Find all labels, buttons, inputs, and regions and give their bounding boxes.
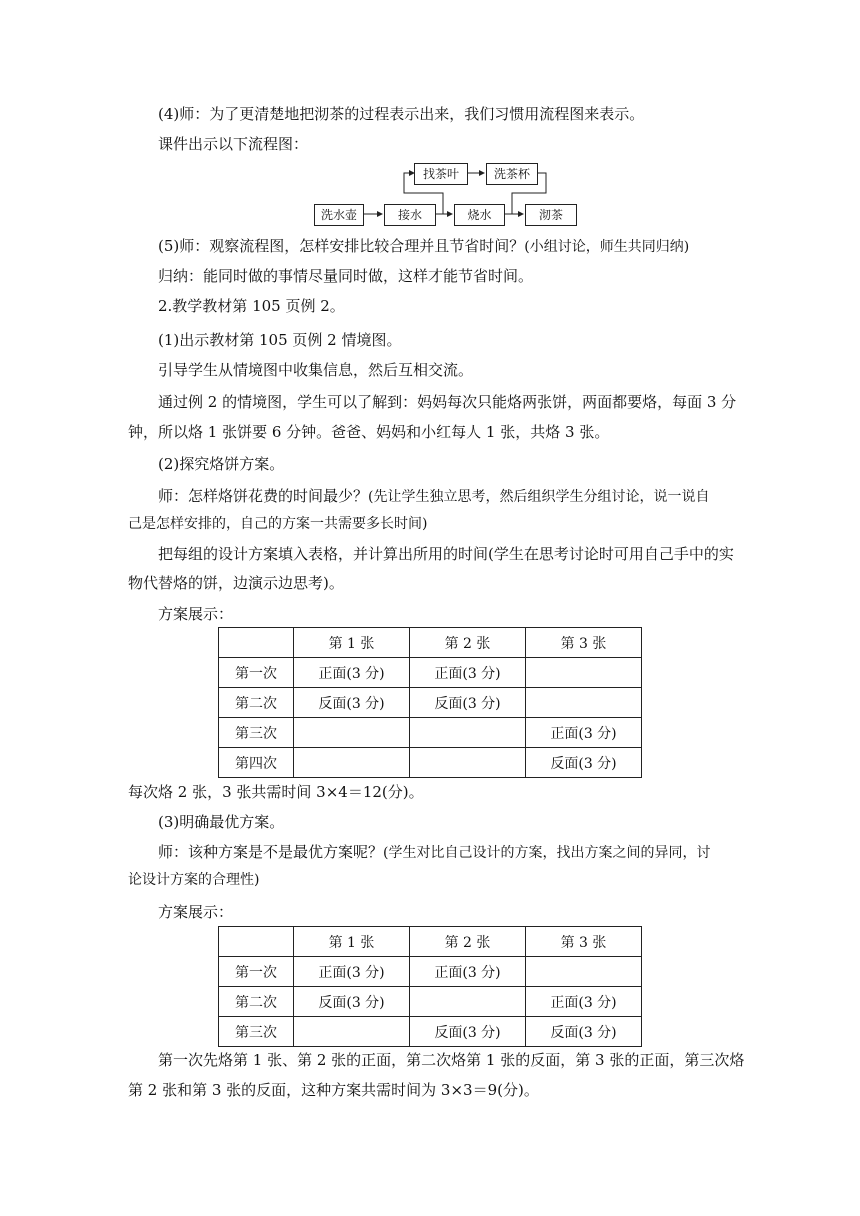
table-cell: 第三次 xyxy=(219,718,294,748)
table-header-cell: 第 3 张 xyxy=(526,927,642,957)
paragraph-optimal-note-2: 论设计方案的合理性) xyxy=(128,872,260,888)
paragraph-plan1-total: 每次烙 2 张，3 张共需时间 3×4＝12(分)。 xyxy=(128,783,424,801)
table-cell: 正面(3 分) xyxy=(526,987,642,1017)
table-row xyxy=(219,718,642,748)
paragraph-design-2: 物代替烙的饼，边演示边思考)。 xyxy=(128,574,344,592)
paragraph-summary: 归纳：能同时做的事情尽量同时做，这样才能节省时间。 xyxy=(158,267,534,285)
paragraph-step2: (2)探究烙饼方案。 xyxy=(158,455,285,473)
tea-flowchart xyxy=(300,158,590,233)
flow-box-brew-tea: 沏茶 xyxy=(525,204,577,226)
step5-note: (小组讨论，师生共同归纳) xyxy=(524,239,690,255)
table-cell: 反面(3 分) xyxy=(410,1017,526,1047)
paragraph-step5 xyxy=(158,236,689,257)
table-header-cell xyxy=(219,628,294,658)
optimal-question: 师：该种方案是不是最优方案呢？ xyxy=(158,843,384,861)
paragraph-step3: (3)明确最优方案。 xyxy=(158,813,285,831)
paragraph-step4: (4)师：为了更清楚地把沏茶的过程表示出来，我们习惯用流程图来表示。 xyxy=(158,105,645,123)
flow-box-wash-cup: 洗茶杯 xyxy=(486,163,538,185)
paragraph-example2-heading: 2.教学教材第 105 页例 2。 xyxy=(158,297,345,315)
paragraph-flowchart-intro: 课件出示以下流程图： xyxy=(158,135,309,153)
table-header-cell: 第 3 张 xyxy=(526,628,642,658)
table-cell: 正面(3 分) xyxy=(526,718,642,748)
table-cell: 第一次 xyxy=(219,957,294,987)
table-cell: 反面(3 分) xyxy=(526,1017,642,1047)
table-cell: 第二次 xyxy=(219,688,294,718)
table-row xyxy=(219,1017,642,1047)
table-header-cell: 第 2 张 xyxy=(410,628,526,658)
table-cell: 第三次 xyxy=(219,1017,294,1047)
table-cell: 反面(3 分) xyxy=(294,688,410,718)
table-cell xyxy=(526,957,642,987)
table-cell xyxy=(294,748,410,778)
paragraph-plan-display-1: 方案展示： xyxy=(158,605,234,623)
paragraph-context-1: 通过例 2 的情境图，学生可以了解到：妈妈每次只能烙两张饼，两面都要烙，每面 3 分 xyxy=(158,393,737,411)
paragraph-plan-display-2: 方案展示： xyxy=(158,903,234,921)
step5-question: (5)师：观察流程图，怎样安排比较合理并且节省时间？ xyxy=(158,237,525,255)
paragraph-conclusion-1: 第一次先烙第 1 张、第 2 张的正面，第二次烙第 1 张的反面，第 3 张的正面，第三次烙 xyxy=(158,1051,745,1069)
table-cell xyxy=(410,987,526,1017)
table-cell xyxy=(294,718,410,748)
table-cell xyxy=(410,748,526,778)
paragraph-conclusion-2: 第 2 张和第 3 张的反面，这种方案共需时间为 3×3＝9(分)。 xyxy=(128,1081,539,1099)
paragraph-design-1: 把每组的设计方案填入表格，并计算出所用的时间(学生在思考讨论时可用自己手中的实 xyxy=(158,545,734,563)
table-cell: 第四次 xyxy=(219,748,294,778)
table-row xyxy=(219,987,642,1017)
table-cell: 正面(3 分) xyxy=(294,957,410,987)
paragraph-optimal-question xyxy=(158,842,710,863)
table-cell: 正面(3 分) xyxy=(294,658,410,688)
table-row xyxy=(219,748,642,778)
table-cell: 正面(3 分) xyxy=(410,957,526,987)
plan-table-2 xyxy=(218,926,642,1047)
flow-box-fill-water: 接水 xyxy=(384,204,436,226)
paragraph-teacher-question xyxy=(158,486,709,507)
table-header-row xyxy=(219,927,642,957)
table-cell xyxy=(410,718,526,748)
teacher-question-note: (先让学生独立思考，然后组织学生分组讨论，说一说自 xyxy=(368,489,710,505)
flow-box-find-tea: 找茶叶 xyxy=(414,163,468,185)
table-header-cell: 第 1 张 xyxy=(294,628,410,658)
paragraph-teacher-note-2: 己是怎样安排的，自己的方案一共需要多长时间) xyxy=(128,516,428,532)
table-header-cell: 第 1 张 xyxy=(294,927,410,957)
table-cell: 反面(3 分) xyxy=(526,748,642,778)
optimal-question-note: (学生对比自己设计的方案，找出方案之间的异同，讨 xyxy=(383,845,711,861)
flow-box-wash-kettle: 洗水壶 xyxy=(314,204,364,226)
table-header-row xyxy=(219,628,642,658)
plan-table-1 xyxy=(218,627,642,778)
table-cell xyxy=(294,1017,410,1047)
teacher-question: 师：怎样烙饼花费的时间最少？ xyxy=(158,487,369,505)
table-header-cell: 第 2 张 xyxy=(410,927,526,957)
paragraph-step1: (1)出示教材第 105 页例 2 情境图。 xyxy=(158,331,402,349)
table-cell xyxy=(526,688,642,718)
table-cell: 正面(3 分) xyxy=(410,658,526,688)
table-header-cell xyxy=(219,927,294,957)
table-cell: 反面(3 分) xyxy=(294,987,410,1017)
table-row xyxy=(219,688,642,718)
table-row xyxy=(219,957,642,987)
paragraph-context-2: 钟，所以烙 1 张饼要 6 分钟。爸爸、妈妈和小红每人 1 张，共烙 3 张。 xyxy=(128,423,610,441)
table-cell: 反面(3 分) xyxy=(410,688,526,718)
paragraph-guide: 引导学生从情境图中收集信息，然后互相交流。 xyxy=(158,361,474,379)
table-row xyxy=(219,658,642,688)
table-cell: 第一次 xyxy=(219,658,294,688)
table-cell: 第二次 xyxy=(219,987,294,1017)
flow-box-boil-water: 烧水 xyxy=(454,204,505,226)
table-cell xyxy=(526,658,642,688)
